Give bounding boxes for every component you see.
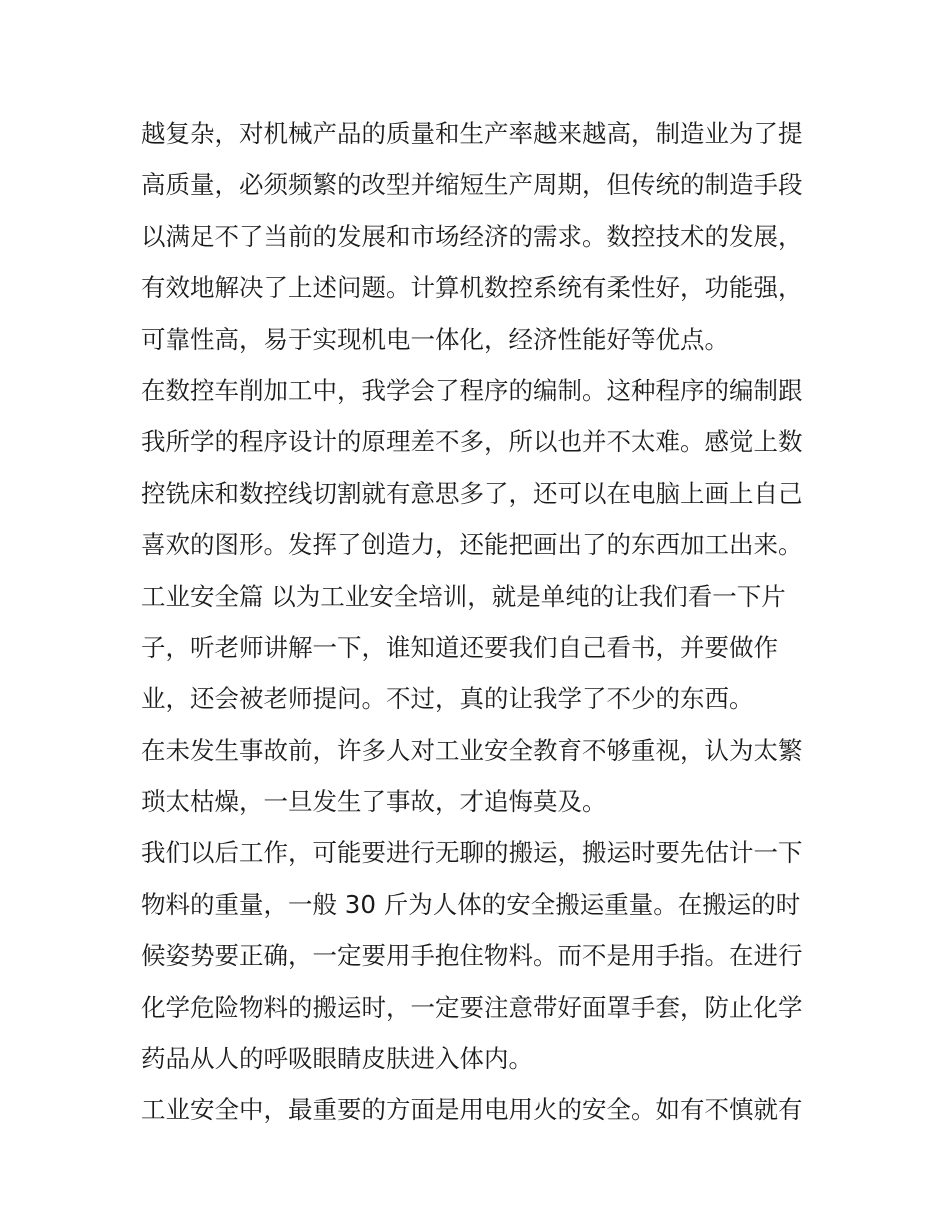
text-line: 工业安全中，最重要的方面是用电用火的安全。如有不慎就有 (141, 1095, 803, 1125)
text-line: 有效地解决了上述问题。计算机数控系统有柔性好，功能强， (141, 273, 803, 303)
text-line: 在数控车削加工中，我学会了程序的编制。这种程序的编制跟 (141, 375, 803, 405)
text-line: 子，听老师讲解一下，谁知道还要我们自己看书，并要做作 (141, 632, 778, 662)
text-line: 工业安全篇 以为工业安全培训，就是单纯的让我们看一下片 (141, 581, 786, 611)
text-line: 我们以后工作，可能要进行无聊的搬运，搬运时要先估计一下 (141, 838, 803, 868)
text-line: 候姿势要正确，一定要用手抱住物料。而不是用手指。在进行 (141, 941, 803, 971)
text-line: 在未发生事故前，许多人对工业安全教育不够重视，认为太繁 (141, 735, 803, 765)
text-line: 我所学的程序设计的原理差不多，所以也并不太难。感觉上数 (141, 427, 803, 457)
text-line: 物料的重量，一般 30 斤为人体的安全搬运重量。在搬运的时 (141, 889, 801, 919)
text-line: 以满足不了当前的发展和市场经济的需求。数控技术的发展， (141, 221, 803, 251)
text-line: 化学危险物料的搬运时，一定要注意带好面罩手套，防止化学 (141, 992, 803, 1022)
text-line: 控铣床和数控线切割就有意思多了，还可以在电脑上画上自己 (141, 478, 803, 508)
document-body (141, 108, 813, 1136)
text-line: 高质量，必须频繁的改型并缩短生产周期，但传统的制造手段 (141, 170, 803, 200)
text-line: 琐太枯燥，一旦发生了事故，才追悔莫及。 (141, 787, 607, 817)
text-line: 可靠性高，易于实现机电一体化，经济性能好等优点。 (141, 324, 729, 354)
text-line: 喜欢的图形。发挥了创造力，还能把画出了的东西加工出来。 (141, 530, 803, 560)
text-line: 药品从人的呼吸眼睛皮肤进入体内。 (141, 1044, 533, 1074)
text-line: 业，还会被老师提问。不过，真的让我学了不少的东西。 (141, 684, 754, 714)
text-line: 越复杂，对机械产品的质量和生产率越来越高，制造业为了提 (141, 119, 803, 148)
